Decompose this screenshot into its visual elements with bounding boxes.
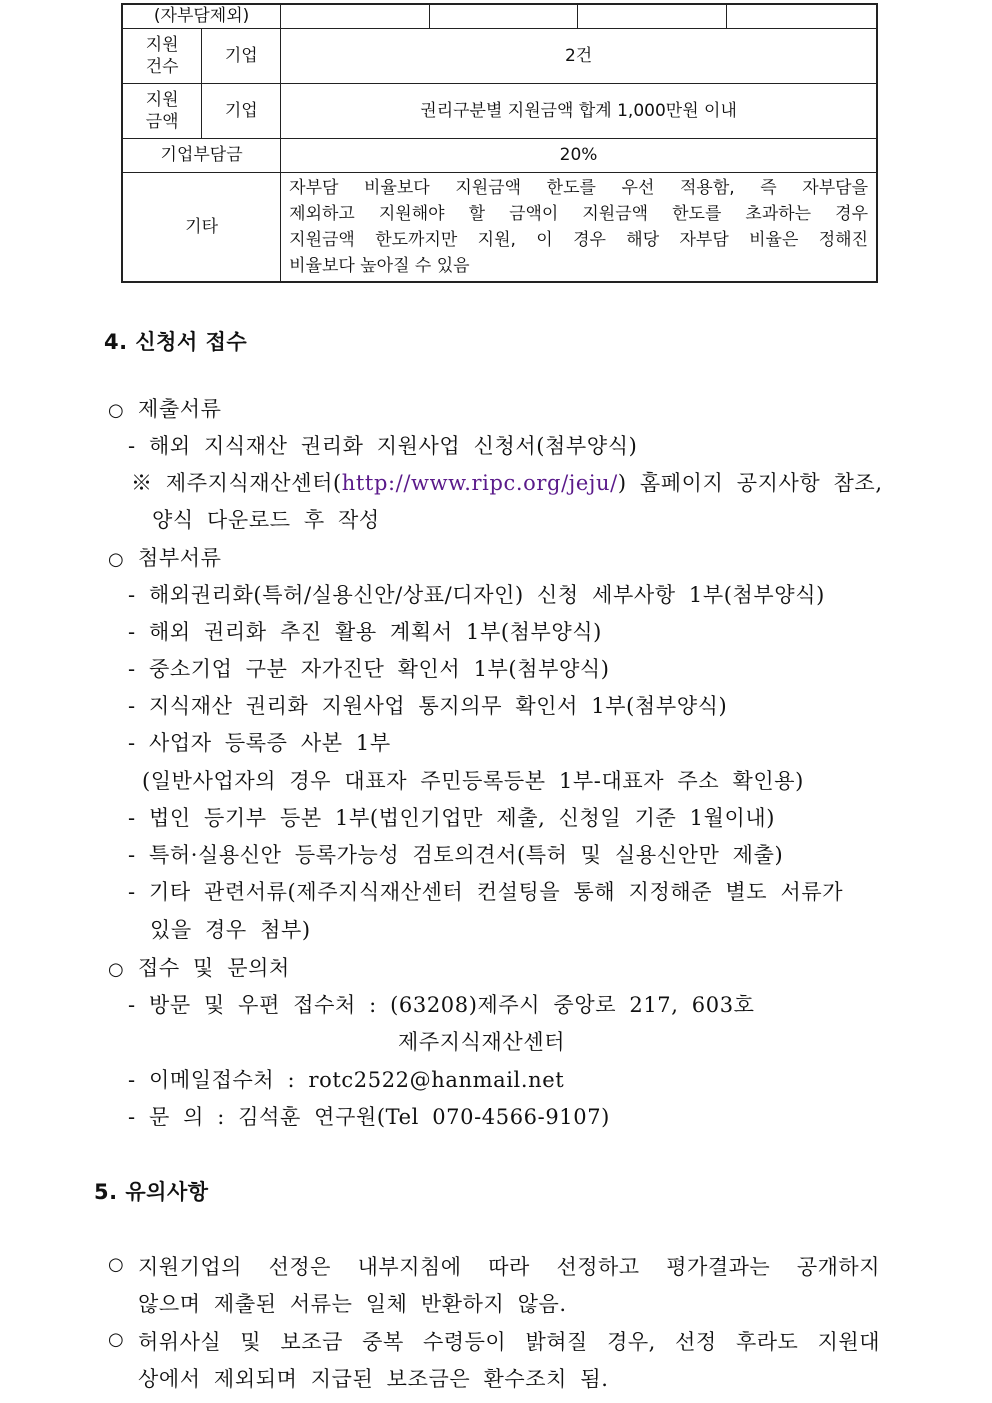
circle-bullet-icon: ○ [108,959,125,980]
table-cell [726,4,877,28]
list-item-continued: 있을 경우 첨부) [150,918,311,942]
visit-address: - 방문 및 우편 접수처 : (63208)제주시 중앙로 217, 603호 [128,993,755,1017]
center-name: 제주지식재산센터 [398,1030,566,1054]
submit-docs-title-text: 제출서류 [138,397,222,421]
support-amount-value: 권리구분별 지원금액 합계 1,000만원 이내 [281,83,877,138]
circle-bullet-icon: ○ [108,549,125,570]
company-label: 기업 [202,28,281,83]
support-amount-label: 지원 금액 [122,83,202,138]
table-cell [578,4,727,28]
table-row [122,4,877,28]
section-4-heading: 4. 신청서 접수 [104,330,248,354]
self-pay-excluded-label: (자부담제외) [122,4,281,28]
attach-docs-title [108,542,222,572]
contact-title [108,952,290,982]
company-share-value: 20% [281,138,877,172]
notice-line: 상에서 제외되며 지급된 보조금은 환수조치 됨. [138,1367,609,1391]
note-prefix: ※ 제주지식재산센터( [131,471,342,495]
inquiry-contact: - 문 의 : 김석훈 연구원(Tel 070-4566-9107) [128,1105,610,1129]
notice-item [108,1251,138,1275]
other-description [281,172,877,282]
list-item: - 해외 권리화 추진 활용 계획서 1부(첨부양식) [128,620,602,644]
circle-bullet-icon: ○ [108,400,125,421]
other-line: 자부담 비율보다 지원금액 한도를 우선 적용함, 즉 자부담을 [289,177,868,198]
list-item: - 기타 관련서류(제주지식재산센터 컨설팅을 통해 지정해준 별도 서류가 [128,880,844,904]
notice-item [108,1326,138,1350]
table-cell [429,4,578,28]
other-label: 기타 [122,172,281,282]
table-row [122,28,877,83]
list-item: - 중소기업 구분 자가진단 확인서 1부(첨부양식) [128,657,610,681]
table-row [122,83,877,138]
list-item-note: (일반사업자의 경우 대표자 주민등록등본 1부-대표자 주소 확인용) [142,769,804,793]
homepage-note-line2: 양식 다운로드 후 작성 [152,508,380,532]
list-item: - 해외 지식재산 권리화 지원사업 신청서(첨부양식) [128,434,638,458]
other-line: 비율보다 높아질 수 있음 [289,255,470,276]
company-share-label: 기업부담금 [122,138,281,172]
other-line: 지원금액 한도까지만 지원, 이 경우 해당 자부담 비율은 정해진 [289,229,868,250]
circle-bullet-icon: ○ [108,1254,125,1275]
contact-title-text: 접수 및 문의처 [138,956,290,980]
table-cell [281,4,430,28]
list-item: - 사업자 등록증 사본 1부 [128,731,391,755]
list-item: - 특허·실용신안 등록가능성 검토의견서(특허 및 실용신안만 제출) [128,843,784,867]
company-label: 기업 [202,83,281,138]
notice-line: 않으며 제출된 서류는 일체 반환하지 않음. [138,1292,567,1316]
circle-bullet-icon: ○ [108,1329,125,1350]
email-address: - 이메일접수처 : rotc2522@hanmail.net [128,1068,565,1092]
notice-line: 허위사실 및 보조금 중복 수령등이 밝혀질 경우, 선정 후라도 지원대 [138,1330,880,1354]
note-suffix: ) 홈페이지 공지사항 참조, [617,471,883,495]
support-count-label: 지원 건수 [122,28,202,83]
attach-docs-title-text: 첨부서류 [138,546,222,570]
notice-line: 지원기업의 선정은 내부지침에 따라 선정하고 평가결과는 공개하지 [138,1255,880,1279]
other-line: 제외하고 지원해야 할 금액이 지원금액 한도를 초과하는 경우 [289,203,868,224]
list-item: - 해외권리화(특허/실용신안/상표/디자인) 신청 세부사항 1부(첨부양식) [128,583,825,607]
submit-docs-title [108,393,222,423]
table-row [122,138,877,172]
list-item: - 법인 등기부 등본 1부(법인기업만 제출, 신청일 기준 1월이내) [128,806,776,830]
list-item: - 지식재산 권리화 지원사업 통지의무 확인서 1부(첨부양식) [128,694,728,718]
section-5-heading: 5. 유의사항 [94,1180,209,1204]
table-row [122,172,877,282]
support-table [121,3,878,283]
ripc-jeju-link[interactable]: http://www.ripc.org/jeju/ [341,471,618,495]
homepage-note [131,467,883,497]
support-count-value: 2건 [281,28,877,83]
